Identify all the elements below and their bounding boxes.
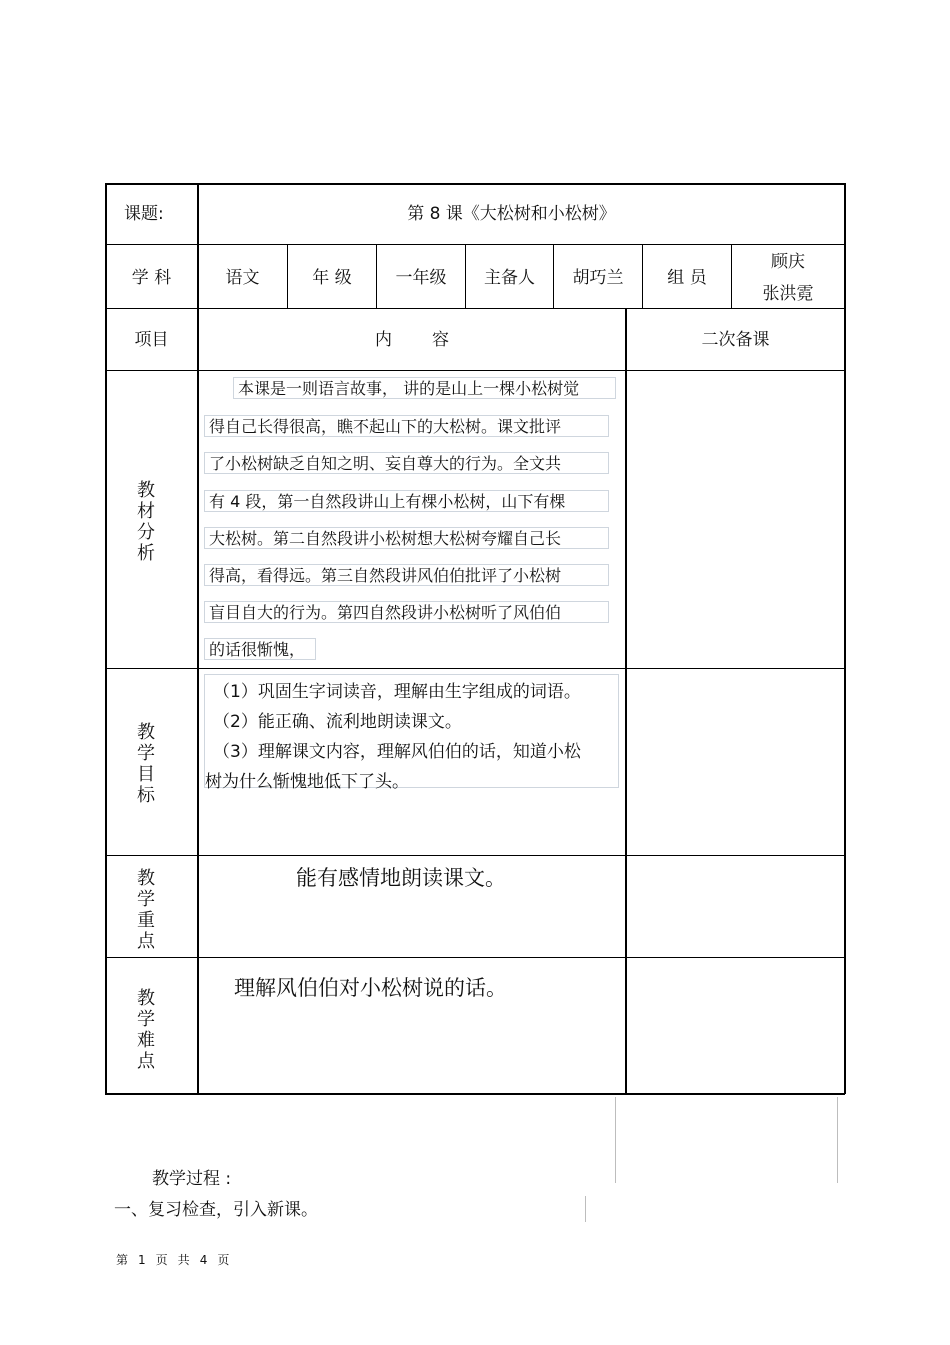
- difficulties-label: [134, 988, 158, 1072]
- goals-label-text: 教 学 目 标: [137, 722, 155, 806]
- analysis-line: 有 4 段，第一自然段讲山上有棵小松树，山下有棵: [204, 490, 609, 512]
- footer-word: 页: [155, 1253, 168, 1267]
- content-header-part1: 内: [375, 330, 392, 350]
- goals-box: [204, 674, 619, 792]
- footer-word: 页: [217, 1253, 230, 1267]
- goal-line: 树为什么惭愧地低下了头。: [205, 772, 409, 792]
- secondary-prep-header: 二次备课: [701, 330, 770, 350]
- footer-word: 共: [177, 1253, 190, 1267]
- faint-rule: [615, 1097, 616, 1183]
- subject-label: 学 科: [131, 268, 172, 288]
- footer-word: 第: [116, 1253, 129, 1267]
- lesson-title: 第 8 课《大松树和小松树》: [407, 204, 616, 224]
- page-total: 4: [199, 1253, 208, 1267]
- analysis-label: [134, 480, 158, 564]
- row-divider: [105, 244, 845, 245]
- grade-value: 一年级: [395, 268, 447, 288]
- analysis-line: 盲目自大的行为。第四自然段讲小松树听了风伯伯: [204, 601, 609, 623]
- row-divider: [105, 855, 845, 856]
- key-points-label: [134, 868, 158, 952]
- lead-teacher-label: 主备人: [484, 268, 535, 288]
- analysis-line: 得高，看得远。第三自然段讲风伯伯批评了小松树: [204, 564, 609, 586]
- process-step-1: 一、复习检查，引入新课。: [114, 1200, 318, 1220]
- analysis-line: 大松树。第二自然段讲小松树想大松树夸耀自己长: [204, 527, 609, 549]
- grade-label: 年 级: [312, 268, 352, 288]
- analysis-label-text: 教 材 分 析: [137, 480, 155, 564]
- goal-line: （3）理解课文内容，理解风伯伯的话，知道小松: [213, 742, 581, 762]
- table-border-top: [105, 183, 845, 185]
- goals-label: [134, 722, 158, 806]
- page-footer: [116, 1251, 229, 1268]
- members-label: 组 员: [667, 268, 707, 288]
- faint-rule: [837, 1097, 838, 1183]
- row-divider: [105, 308, 845, 309]
- row-divider: [105, 370, 845, 371]
- key-points-label-text: 教 学 重 点: [137, 868, 155, 952]
- subject-value: 语文: [225, 268, 260, 288]
- goal-line: （2）能正确、流利地朗读课文。: [213, 712, 462, 732]
- member-name-2: 张洪霓: [762, 284, 814, 304]
- table-border-bottom: [105, 1093, 845, 1095]
- analysis-line: 了小松树缺乏自知之明、妄自尊大的行为。全文共: [204, 452, 609, 474]
- key-points-text: 能有感情地朗读课文。: [296, 866, 506, 890]
- column-divider-secondary: [625, 308, 627, 1094]
- difficulties-text: 理解风伯伯对小松树说的话。: [234, 976, 507, 1000]
- page-number: 1: [138, 1253, 146, 1267]
- title-label: 课题:: [124, 204, 164, 224]
- analysis-line: 的话很惭愧，: [204, 638, 316, 660]
- analysis-line: 得自己长得很高，瞧不起山下的大松树。课文批评: [204, 415, 609, 437]
- process-heading: 教学过程 :: [152, 1169, 232, 1189]
- difficulties-label-text: 教 学 难 点: [137, 988, 155, 1072]
- row-divider: [105, 957, 845, 958]
- member-name-1: 顾庆: [771, 252, 805, 272]
- row-divider: [105, 668, 845, 669]
- analysis-line: 本课是一则语言故事， 讲的是山上一棵小松树觉: [233, 377, 616, 399]
- lead-teacher-value: 胡巧兰: [572, 268, 624, 288]
- item-header: 项目: [134, 330, 169, 350]
- faint-rule: [585, 1196, 586, 1222]
- goal-line: （1）巩固生字词读音，理解由生字组成的词语。: [213, 682, 581, 702]
- content-header-part2: 容: [432, 330, 449, 350]
